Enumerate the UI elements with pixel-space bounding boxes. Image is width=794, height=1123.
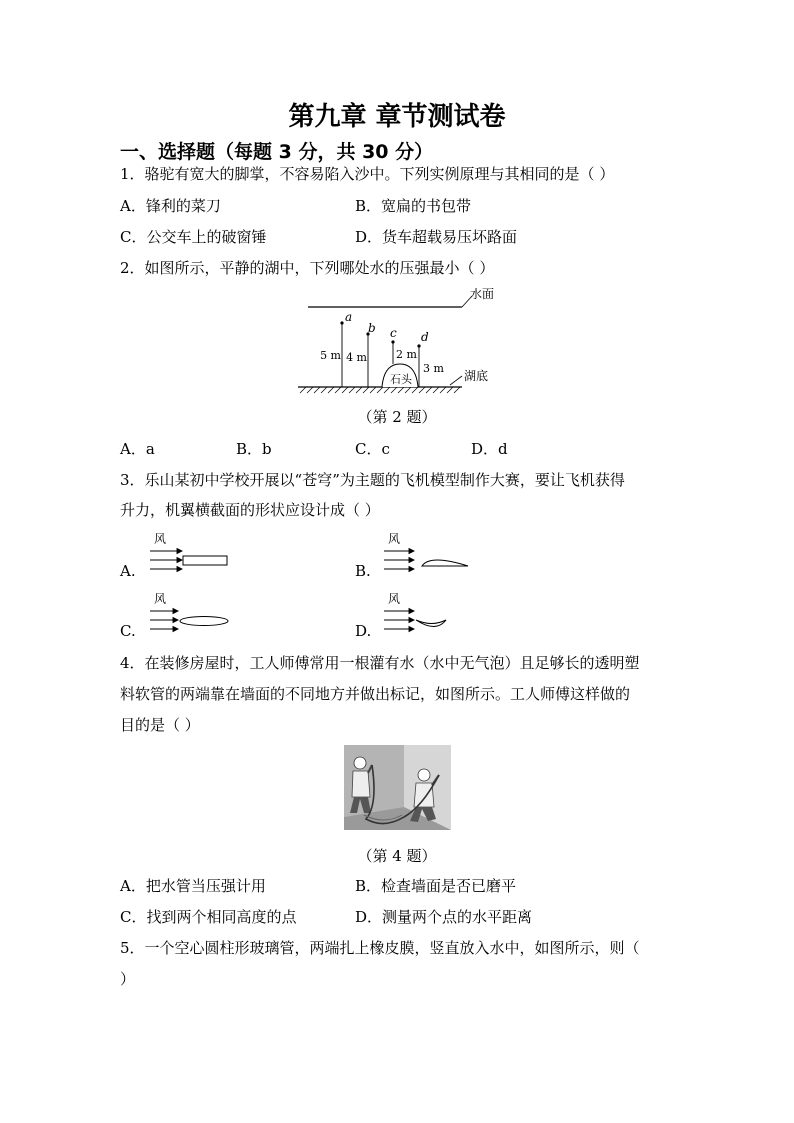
lake-bottom-label: 湖底 — [464, 369, 489, 383]
q4-option-d: D．测量两个点的水平距离 — [355, 908, 533, 926]
q4-option-a: A．把水管当压强计用 — [120, 877, 266, 895]
q2-option-c: C．c — [355, 440, 390, 458]
wind-label: 风 — [154, 592, 167, 606]
wind-label: 风 — [154, 532, 167, 546]
depth-c-label: 2 m — [396, 348, 417, 361]
wind-arrows — [150, 549, 182, 572]
figure-2-caption: （第 2 题） — [357, 408, 437, 426]
wind-label: 风 — [388, 532, 401, 546]
workers-tube-photo — [344, 745, 451, 830]
point-a-label: a — [345, 310, 353, 324]
figure-4-caption: （第 4 题） — [357, 847, 437, 865]
water-surface-label: 水面 — [470, 287, 495, 301]
depth-d-label: 3 m — [423, 362, 444, 375]
wind-label: 风 — [388, 592, 401, 606]
q3-option-d-label: D. — [355, 622, 372, 640]
question-4-stem-line-1: 4．在装修房屋时，工人师傅常用一根灌有水（水中无气泡）且足够长的透明塑 — [120, 654, 640, 672]
q4-option-b: B．检查墙面是否已磨平 — [355, 877, 517, 895]
wind-arrows — [384, 609, 414, 632]
q2-option-b: B．b — [236, 440, 272, 458]
lake-bottom-hatching — [300, 387, 460, 393]
q1-option-a: A．锋利的菜刀 — [120, 197, 221, 215]
q1-option-b: B．宽扁的书包带 — [355, 197, 472, 215]
wing-rectangle-shape — [183, 556, 227, 565]
q3-option-c-figure — [146, 590, 236, 638]
wing-ellipse-shape — [180, 617, 228, 626]
question-4-stem-line-3: 目的是（ ） — [120, 716, 200, 734]
q4-option-c: C．找到两个相同高度的点 — [120, 908, 297, 926]
q2-option-d: D．d — [471, 440, 508, 458]
point-d-label: d — [421, 330, 429, 344]
wing-inverted-airfoil-shape — [416, 620, 446, 627]
q1-option-d: D．货车超载易压坏路面 — [355, 228, 518, 246]
question-5-stem-line-2: ） — [120, 970, 136, 988]
depth-a-label: 5 m — [320, 349, 341, 362]
lake-pressure-figure — [290, 284, 510, 399]
wind-arrows — [150, 609, 178, 632]
question-4-stem-line-2: 料软管的两端靠在墙面的不同地方并做出标记，如图所示。工人师傅这样做的 — [120, 685, 631, 703]
question-3-stem-line-2: 升力，机翼横截面的形状应设计成（ ） — [120, 501, 380, 519]
page-title: 第九章 章节测试卷 — [288, 102, 506, 132]
question-3-stem-line-1: 3．乐山某初中学校开展以“苍穹”为主题的飞机模型制作大赛，要让飞机获得 — [120, 471, 625, 489]
q2-option-a: A．a — [120, 440, 155, 458]
stone-label: 石头 — [390, 373, 412, 386]
question-5-stem-line-1: 5．一个空心圆柱形玻璃管，两端扎上橡皮膜，竖直放入水中，如图所示，则（ — [120, 939, 640, 957]
point-b-label: b — [368, 321, 376, 335]
q3-option-a-figure — [146, 530, 236, 578]
q3-option-c-label: C. — [120, 622, 136, 640]
q3-option-d-figure — [380, 590, 480, 638]
question-2-stem: 2．如图所示，平静的湖中，下列哪处水的压强最小（ ） — [120, 259, 495, 277]
q3-option-a-label: A. — [120, 562, 136, 580]
q3-option-b-label: B. — [355, 562, 371, 580]
q1-option-c: C．公交车上的破窗锤 — [120, 228, 267, 246]
q3-option-b-figure — [380, 530, 480, 578]
point-c-label: c — [390, 326, 397, 340]
depth-b-label: 4 m — [346, 351, 367, 364]
wing-airfoil-shape — [422, 560, 468, 566]
wind-arrows — [384, 549, 414, 572]
section-heading: 一、选择题（每题 3 分，共 30 分） — [120, 141, 434, 163]
question-1-stem: 1．骆驼有宽大的脚掌，不容易陷入沙中。下列实例原理与其相同的是（ ） — [120, 165, 615, 183]
